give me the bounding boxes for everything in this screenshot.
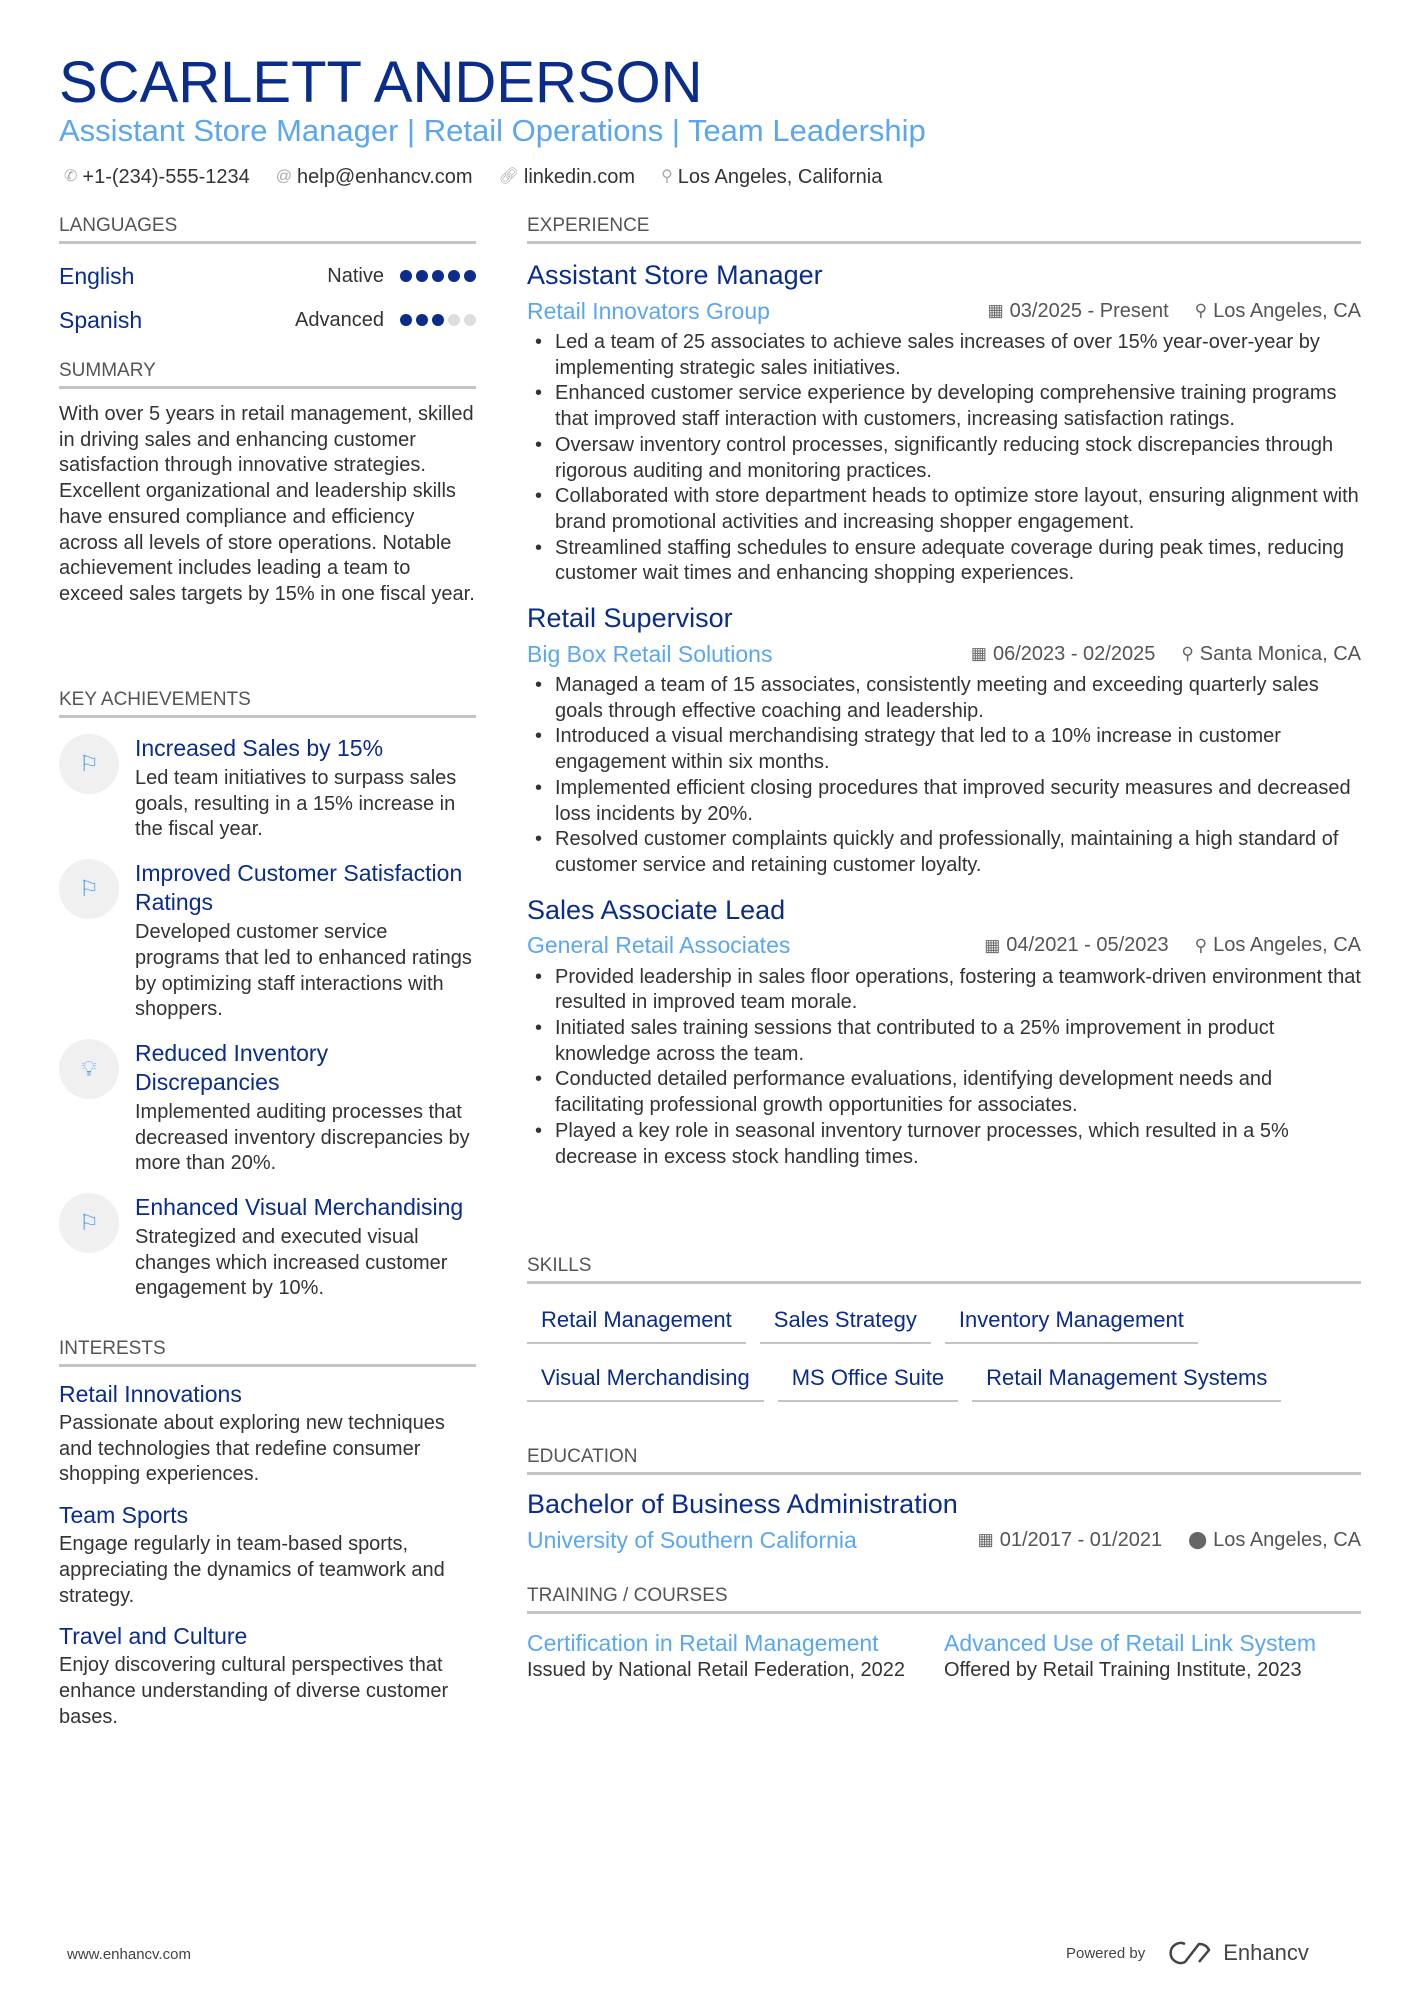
contact-text[interactable]: Los Angeles, California xyxy=(677,166,883,188)
bullet-item: • Introduced a visual merchandising strategy that led to a 10% increase in customer engagement within six months. xyxy=(527,724,1361,775)
achievement-title: Improved Customer Satisfaction Ratings xyxy=(135,860,463,916)
contact-text[interactable]: +1-(234)-555-1234 xyxy=(82,166,250,188)
achievement-text: Implemented auditing processes that decreased inventory discrepancies by more than 20%. xyxy=(135,1100,470,1175)
dates-text: 04/2021 - 05/2023 xyxy=(1006,934,1169,957)
language-level: Advanced xyxy=(295,308,384,331)
job-bullets xyxy=(527,673,1361,879)
section-header: SUMMARY xyxy=(59,359,476,389)
interest-text: Engage regularly in team-based sports, appreciating the dynamics of teamwork and strategy. xyxy=(59,1533,445,1607)
skill-tag: Retail Management Systems xyxy=(972,1358,1281,1402)
section-header: EXPERIENCE xyxy=(527,214,1361,244)
education-location: Los Angeles, CA xyxy=(1213,1528,1361,1551)
footer-url[interactable]: www.enhancv.com xyxy=(67,1946,191,1963)
link-icon: 🔗︎ xyxy=(498,168,519,185)
achievement-item xyxy=(59,1193,476,1302)
bullet-item: • Streamlined staffing schedules to ensure adequate coverage during peak times, reducing customer wait times and enhancing shopping experiences. xyxy=(527,536,1361,587)
section-header: INTERESTS xyxy=(59,1337,476,1367)
job-title: Retail Supervisor xyxy=(527,603,733,634)
achievement-text: Developed customer service programs that led to enhanced ratings by optimizing staff interactions with shoppers. xyxy=(135,921,472,1021)
proficiency-dot xyxy=(400,314,412,326)
job-meta xyxy=(527,292,1361,330)
job-location xyxy=(1195,934,1361,957)
training-title: Advanced Use of Retail Link System xyxy=(944,1630,1317,1656)
enhancv-logo-icon xyxy=(1169,1940,1215,1966)
location-pin-icon: ⚲ xyxy=(1194,301,1208,320)
bullet-item: • Collaborated with store department heads to optimize store layout, ensuring alignment with brand promotional activities and increasing shopper engagement. xyxy=(527,484,1361,535)
proficiency-dot xyxy=(464,270,476,282)
job-bullets xyxy=(527,330,1361,587)
achievement-title: Enhanced Visual Merchandising xyxy=(135,1194,464,1221)
section-header: LANGUAGES xyxy=(59,214,476,244)
calendar-icon: ▦ xyxy=(977,1530,994,1549)
enhancv-logo xyxy=(1169,1940,1309,1966)
dates-text: 03/2025 - Present xyxy=(1009,299,1169,322)
achievement-title: Reduced Inventory Discrepancies xyxy=(135,1039,329,1095)
powered-by-label: Powered by xyxy=(1066,1944,1146,1962)
achievement-content xyxy=(135,1039,476,1177)
job-dates xyxy=(971,643,1155,666)
location-text: Los Angeles, CA xyxy=(1213,299,1361,322)
degree: Bachelor of Business Administration xyxy=(527,1489,958,1519)
training-text: Issued by National Retail Federation, 2022 xyxy=(527,1659,906,1681)
school: University of Southern California xyxy=(527,1526,857,1553)
bullet-item: • Implemented efficient closing procedures that improved security measures and decreased loss incidents by 20%. xyxy=(527,776,1361,827)
interest-text: Enjoy discovering cultural perspectives that enhance understanding of diverse customer bases. xyxy=(59,1654,449,1728)
achievement-item xyxy=(59,734,476,843)
language-name: English xyxy=(59,262,135,289)
proficiency-dot xyxy=(464,314,476,326)
job-meta xyxy=(527,927,1361,965)
skill-tag: Inventory Management xyxy=(945,1300,1198,1344)
job-meta xyxy=(527,635,1361,673)
interest-text: Passionate about exploring new techniques and technologies that redefine consumer shopping experiences. xyxy=(59,1412,445,1486)
bullet-item: • Conducted detailed performance evaluations, identifying development needs and facilitating professional growth opportunities for associates. xyxy=(527,1067,1361,1118)
headline: Assistant Store Manager | Retail Operations | Team Leadership xyxy=(59,113,926,148)
job-entry xyxy=(527,893,1361,1171)
section-header: TRAINING / COURSES xyxy=(527,1584,1361,1614)
summary-text: With over 5 years in retail management, skilled in driving sales and enhancing customer satisfaction through innovative strategies. Excellent organizational and leadership skills have ensured compliance and efficiency across all levels of store operations. Notable achievement includes leading a team to exceed sales targets by 15% in one fiscal year. xyxy=(59,403,475,605)
contact-item[interactable] xyxy=(64,163,250,191)
location-text: Los Angeles, CA xyxy=(1213,934,1361,957)
proficiency-dots xyxy=(400,314,476,326)
language-level: Native xyxy=(327,264,384,287)
language-row xyxy=(59,254,476,298)
company-name: Big Box Retail Solutions xyxy=(527,640,773,667)
bullet-item: • Resolved customer complaints quickly and professionally, maintaining a high standard of customer service and retaining customer loyalty. xyxy=(527,827,1361,878)
job-dates xyxy=(984,934,1168,957)
bullet-item: • Managed a team of 15 associates, consistently meeting and exceeding quarterly sales goals through effective coaching and leadership. xyxy=(527,673,1361,724)
contact-item[interactable] xyxy=(661,163,882,191)
job-entry xyxy=(527,601,1361,879)
training-title: Certification in Retail Management xyxy=(527,1630,879,1656)
candidate-name: SCARLETT ANDERSON xyxy=(59,50,703,115)
training-text: Offered by Retail Training Institute, 2023 xyxy=(944,1659,1302,1681)
education-dates: 01/2017 - 01/2021 xyxy=(999,1528,1163,1551)
achievements-section xyxy=(59,688,476,1302)
interest-title: Travel and Culture xyxy=(59,1623,248,1650)
lightbulb-icon: 💡︎ xyxy=(59,1039,119,1099)
proficiency-dots xyxy=(400,270,476,282)
interest-title: Retail Innovations xyxy=(59,1381,242,1407)
company-name: General Retail Associates xyxy=(527,932,791,959)
bullet-item: • Initiated sales training sessions that contributed to a 25% improvement in product knowledge across the team. xyxy=(527,1016,1361,1067)
contact-text[interactable]: help@enhancv.com xyxy=(297,166,473,188)
brand-name: Enhancv xyxy=(1223,1940,1309,1965)
achievement-item xyxy=(59,859,476,1023)
experience-section xyxy=(527,214,1361,1170)
proficiency-dot xyxy=(400,270,412,282)
skill-tag: Sales Strategy xyxy=(760,1300,931,1344)
job-location xyxy=(1195,300,1361,323)
bullet-item: • Provided leadership in sales floor operations, fostering a teamwork-driven environment that resulted in improved team morale. xyxy=(527,965,1361,1016)
calendar-icon: ▦ xyxy=(987,301,1004,320)
section-header: EDUCATION xyxy=(527,1445,1361,1475)
proficiency-dot xyxy=(432,314,444,326)
training-item xyxy=(527,1628,944,1684)
job-location xyxy=(1181,643,1361,666)
language-name: Spanish xyxy=(59,306,143,333)
location-pin-icon: ⬤ xyxy=(1188,1530,1208,1549)
contact-text[interactable]: linkedin.com xyxy=(523,166,636,188)
at-icon: @ xyxy=(275,168,292,185)
achievement-title: Increased Sales by 15% xyxy=(135,735,384,761)
education-section xyxy=(527,1445,1361,1559)
location-pin-icon: ⚲ xyxy=(661,168,673,185)
achievement-content xyxy=(135,859,476,1023)
skill-tag: Visual Merchandising xyxy=(527,1358,764,1402)
training-item xyxy=(944,1628,1361,1684)
bullet-item: • Played a key role in seasonal inventory turnover processes, which resulted in a 5% decrease in excess stock handling times. xyxy=(527,1119,1361,1170)
achievement-text: Led team initiatives to surpass sales goals, resulting in a 15% increase in the fiscal year. xyxy=(135,767,457,841)
flag-icon: ⚐ xyxy=(59,734,119,794)
proficiency-dot xyxy=(448,314,460,326)
dates-text: 06/2023 - 02/2025 xyxy=(992,642,1156,665)
interests-section xyxy=(59,1337,476,1730)
calendar-icon: ▦ xyxy=(970,644,987,664)
contact-item[interactable] xyxy=(276,163,473,191)
interest-title: Team Sports xyxy=(59,1502,189,1529)
flag-icon: ⚐ xyxy=(59,859,119,919)
phone-icon: ✆ xyxy=(64,168,78,185)
skill-tag: Retail Management xyxy=(527,1300,746,1344)
skill-tag: MS Office Suite xyxy=(778,1358,958,1402)
bullet-item: • Led a team of 25 associates to achieve sales increases of over 15% year-over-year by implementing strategic sales initiatives. xyxy=(527,330,1361,381)
proficiency-dot xyxy=(448,270,460,282)
location-pin-icon: ⚲ xyxy=(1194,935,1208,955)
location-pin-icon: ⚲ xyxy=(1181,644,1194,664)
proficiency-dot xyxy=(432,270,444,282)
contact-item[interactable] xyxy=(499,163,635,191)
job-title: Sales Associate Lead xyxy=(527,894,786,925)
location-text: Santa Monica, CA xyxy=(1199,642,1361,665)
company-name: Retail Innovators Group xyxy=(527,297,770,324)
summary-section xyxy=(59,359,476,608)
skills-section xyxy=(527,1254,1361,1402)
achievement-content xyxy=(135,1193,476,1302)
bullet-item: • Enhanced customer service experience by developing comprehensive training programs that improved staff interaction with customers, increasing satisfaction ratings. xyxy=(527,381,1361,432)
language-row xyxy=(59,298,476,342)
achievement-item xyxy=(59,1039,476,1177)
proficiency-dot xyxy=(416,314,428,326)
achievement-content xyxy=(135,734,476,843)
job-title: Assistant Store Manager xyxy=(527,260,823,290)
section-header: KEY ACHIEVEMENTS xyxy=(59,688,476,718)
languages-section xyxy=(59,214,476,342)
flag-icon: ⚐ xyxy=(59,1193,119,1253)
training-section xyxy=(527,1584,1361,1684)
job-bullets xyxy=(527,965,1361,1171)
footer-branding xyxy=(1066,1940,1309,1966)
job-entry xyxy=(527,258,1361,587)
section-header: SKILLS xyxy=(527,1254,1361,1284)
calendar-icon: ▦ xyxy=(984,935,1001,955)
achievement-text: Strategized and executed visual changes which increased customer engagement by 10%. xyxy=(135,1226,448,1300)
job-dates xyxy=(988,300,1169,323)
contact-bar xyxy=(64,163,882,191)
proficiency-dot xyxy=(416,270,428,282)
bullet-item: • Oversaw inventory control processes, significantly reducing stock discrepancies through rigorous auditing and monitoring practices. xyxy=(527,433,1361,484)
